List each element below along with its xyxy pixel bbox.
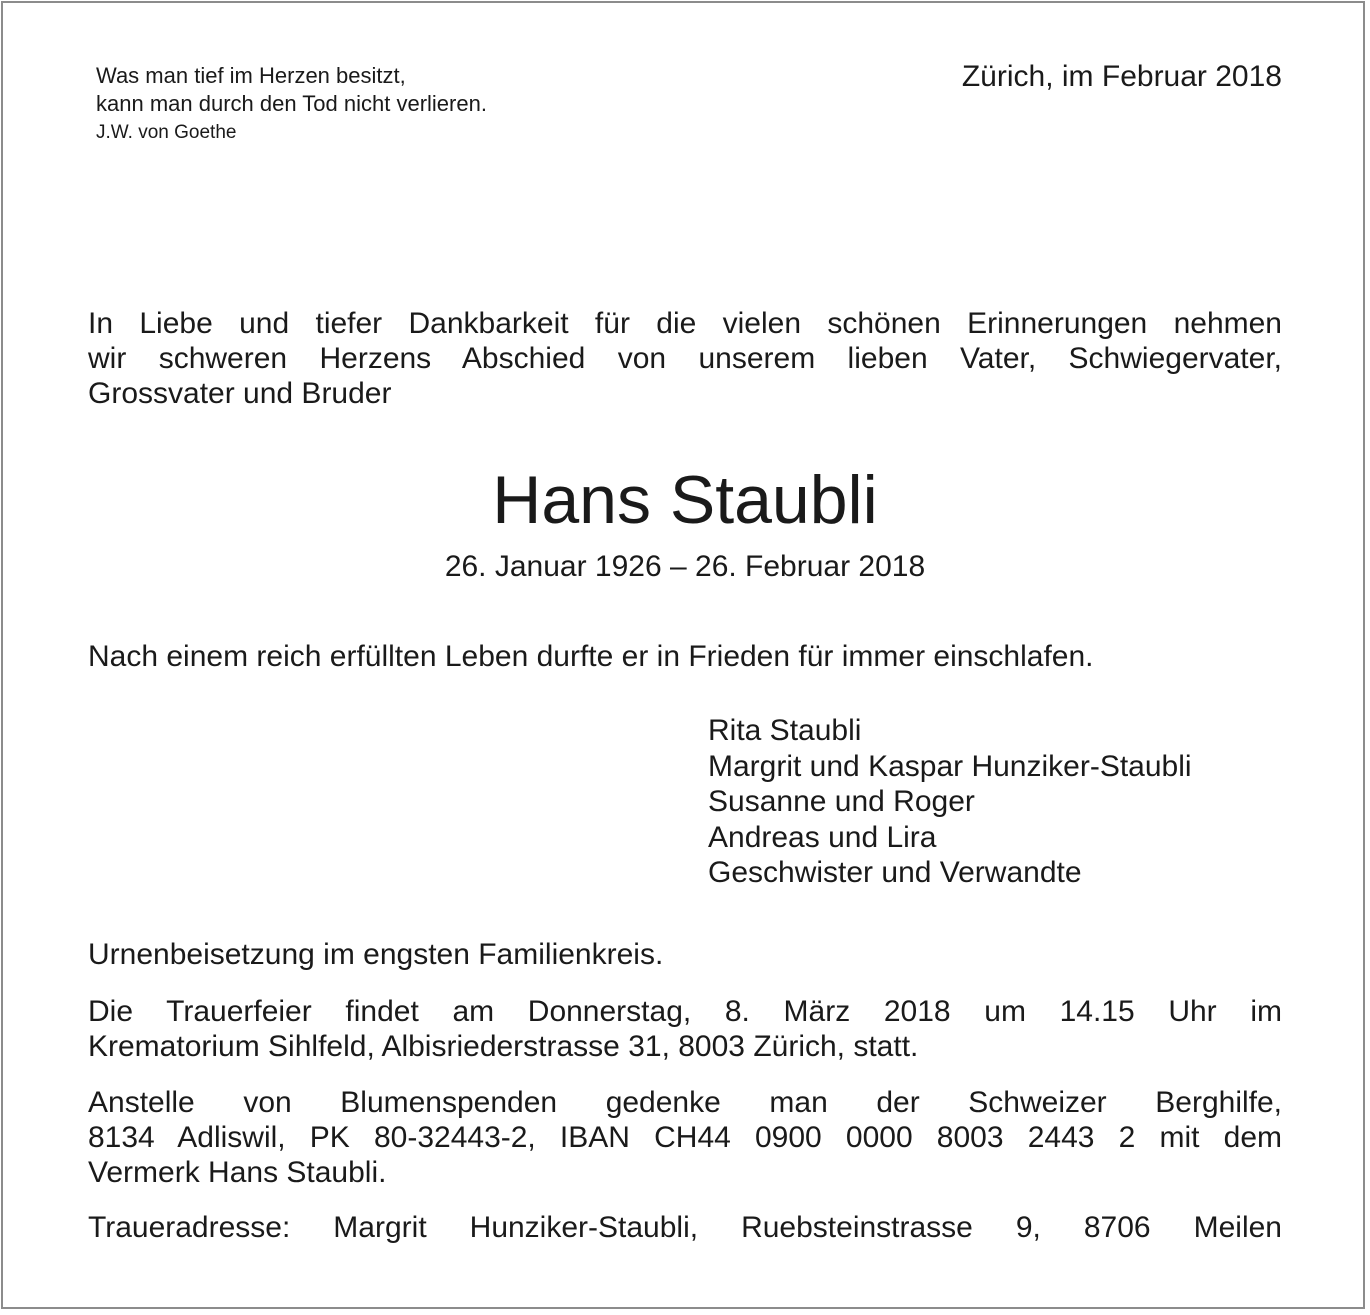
urn-burial-text: Urnenbeisetzung im engsten Familienkreis. (88, 938, 664, 971)
intro-line: Grossvater und Bruder (88, 377, 392, 410)
life-dates: 26. Januar 1926 – 26. Februar 2018 (444, 550, 926, 583)
intro-line: wir schweren Herzens Abschied von unserem lieben Vater, Schwiegervater, (88, 342, 1282, 375)
deceased-name: Hans Staubli (492, 462, 878, 538)
mourner-name: Rita Staubli (708, 714, 862, 747)
goethe-quote (96, 62, 487, 148)
quote-author: J.W. von Goethe (96, 122, 237, 143)
service-line: Die Trauerfeier findet am Donnerstag, 8. März 2018 um 14.15 Uhr im (88, 995, 1282, 1028)
donation-text (88, 1085, 1282, 1190)
intro-line: In Liebe und tiefer Dankbarkeit für die vielen schönen Erinnerungen nehmen (88, 307, 1282, 340)
mourner-name: Margrit und Kaspar Hunziker-Staubli (708, 749, 1192, 783)
quote-line: Was man tief im Herzen besitzt, (96, 63, 406, 88)
donation-line: 8134 Adliswil, PK 80-32443-2, IBAN CH44 0900 0000 8003 2443 2 mit dem (88, 1121, 1282, 1154)
place-date: Zürich, im Februar 2018 (961, 60, 1282, 93)
donation-line: Anstelle von Blumenspenden gedenke man der Schweizer Berghilfe, (88, 1086, 1282, 1119)
intro-text (88, 306, 1282, 411)
mourner-name: Geschwister und Verwandte (708, 856, 1082, 889)
mourning-address (88, 1210, 1282, 1245)
peace-text: Nach einem reich erfüllten Leben durfte er in Frieden für immer einschlafen. (88, 640, 1094, 673)
donation-line: Vermerk Hans Staubli. (88, 1156, 387, 1189)
quote-line: kann man durch den Tod nicht verlieren. (96, 91, 487, 116)
funeral-service-text (88, 994, 1282, 1064)
mourner-name: Andreas und Lira (708, 820, 937, 854)
mourner-name: Susanne und Roger (708, 785, 975, 818)
address-line: Traueradresse: Margrit Hunziker-Staubli, Ruebsteinstrasse 9, 8706 Meilen (88, 1211, 1282, 1244)
mourners-list (708, 713, 1192, 891)
service-line: Krematorium Sihlfeld, Albisriederstrasse 31, 8003 Zürich, statt. (88, 1030, 919, 1063)
